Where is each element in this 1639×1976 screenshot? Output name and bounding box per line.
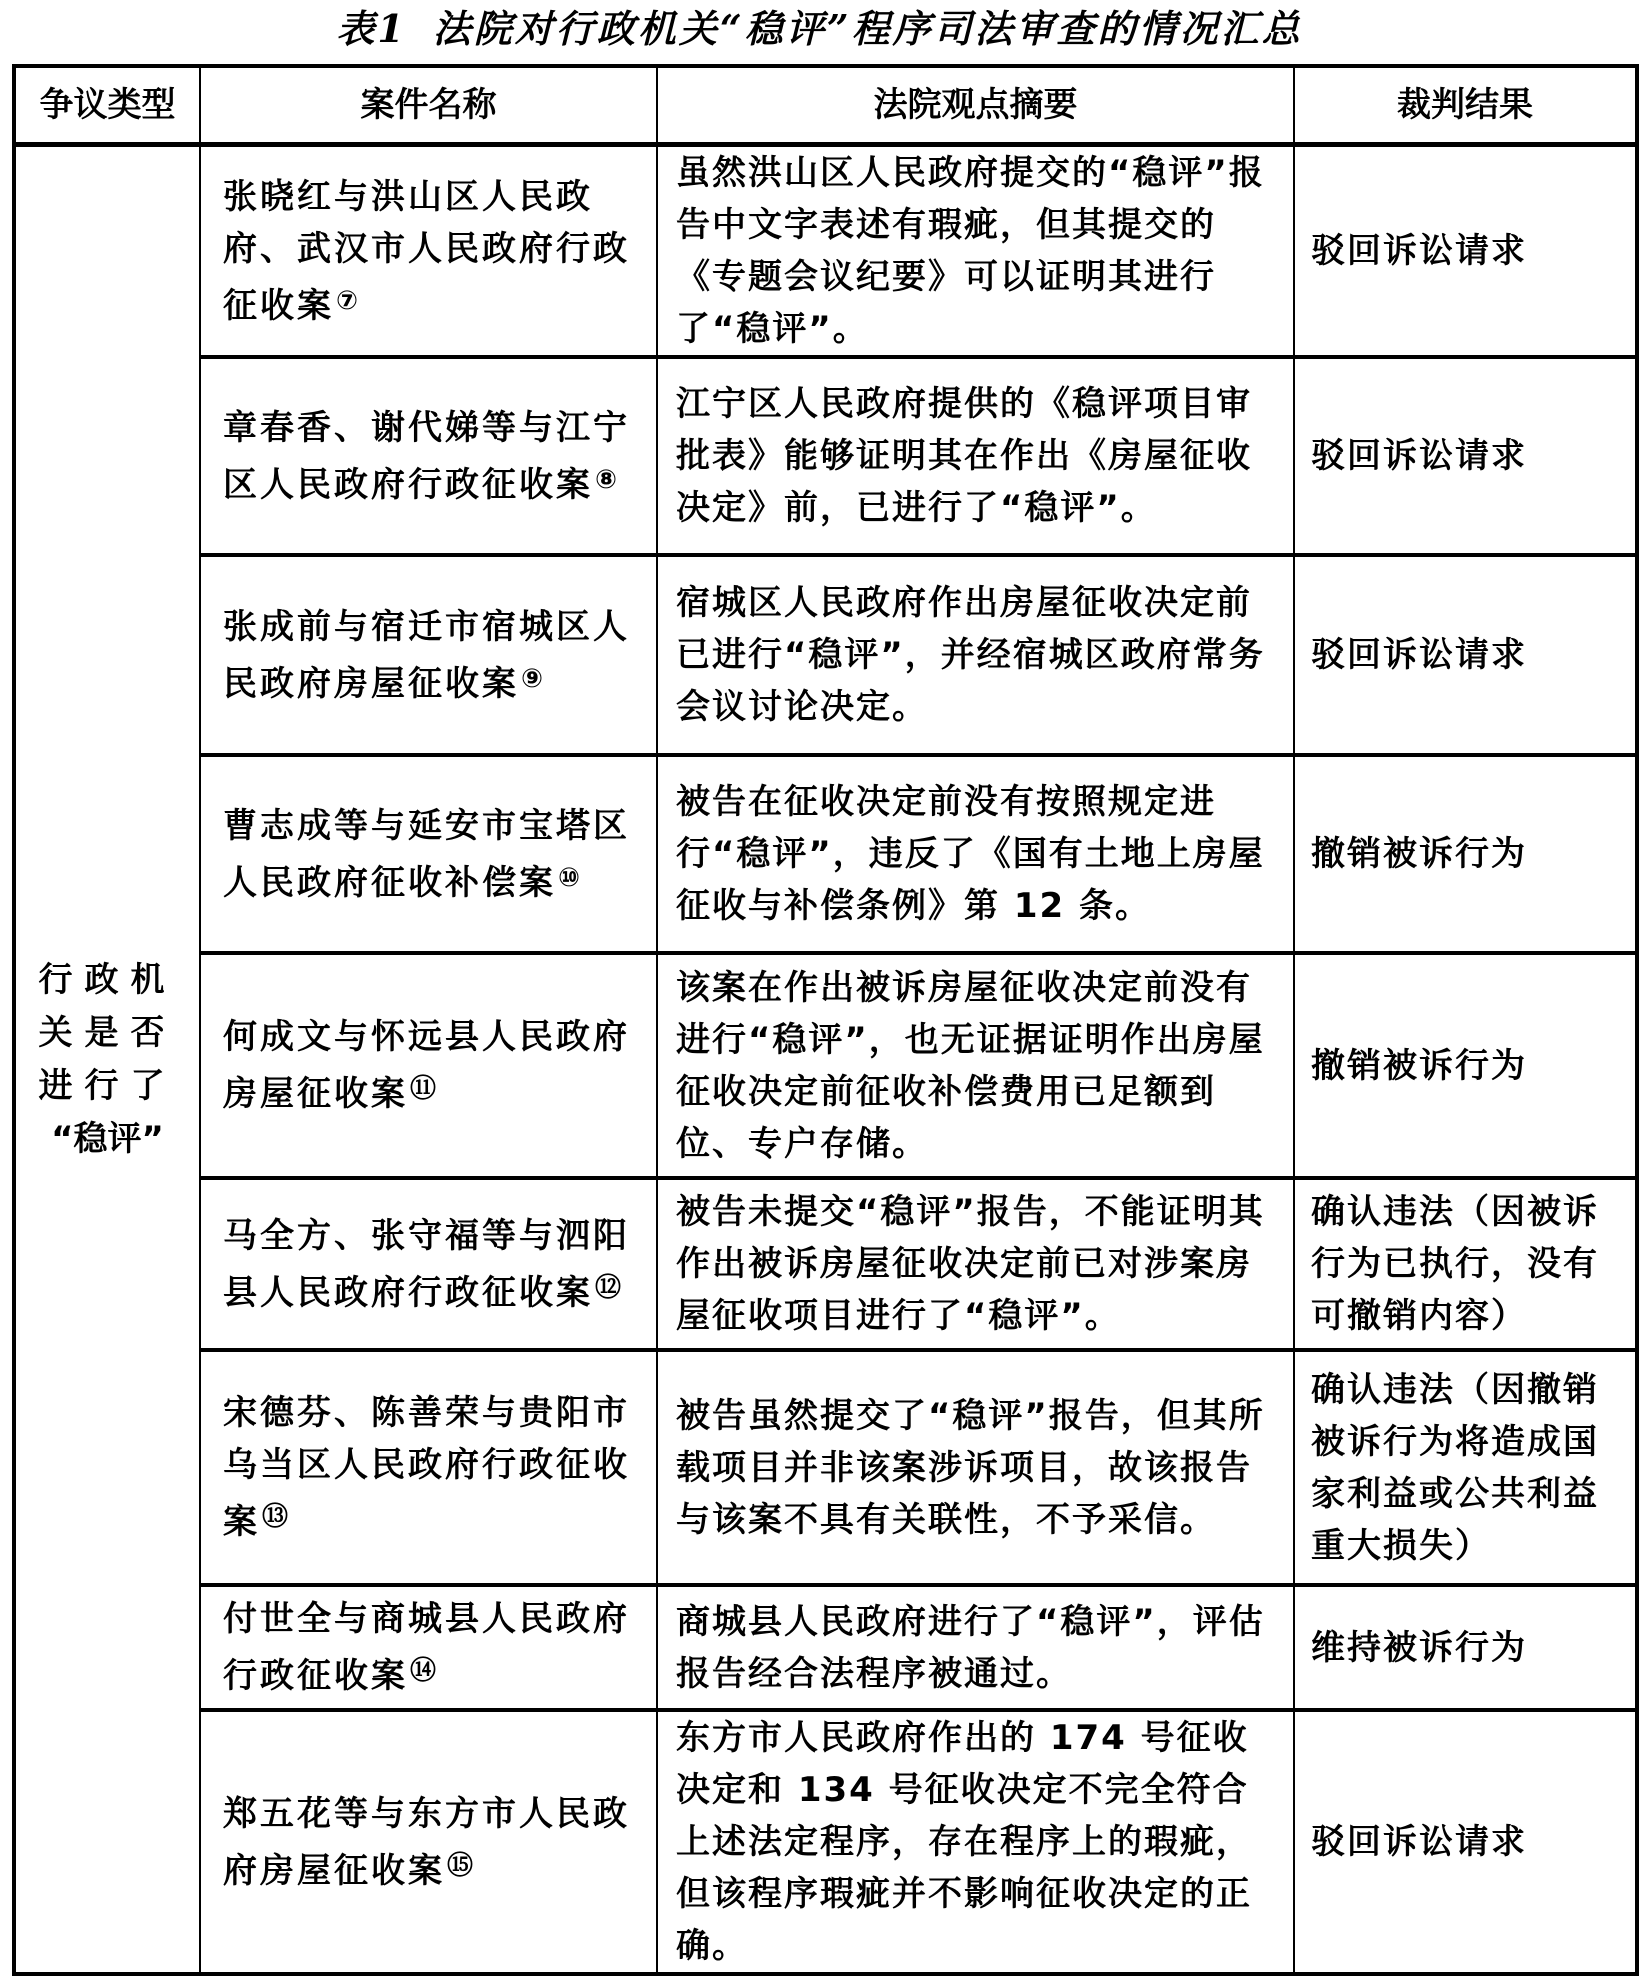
footnote-marker: ⑫ [595,1272,622,1303]
case-name-cell [200,755,657,953]
court-opinion-cell: 东方市人民政府作出的 174 号征收决定和 134 号征收决定不完全符合上述法定程序，存在程序上的瑕疵，但该程序瑕疵并不影响征收决定的正确。 [657,1710,1294,1974]
table-number: 表1 [336,6,407,51]
header-case-name: 案件名称 [200,66,657,145]
table-title [0,2,1639,56]
court-opinion-cell: 江宁区人民政府提供的《稳评项目审批表》能够证明其在作出《房屋征收决定》前，已进行了“稳评”。 [657,357,1294,555]
judgment-result-cell: 确认违法（因撤销被诉行为将造成国家利益或公共利益重大损失） [1294,1350,1637,1585]
dispute-type-line: “稳评” [51,1118,164,1159]
case-name: 章春香、谢代娣等与江宁区人民政府行政征收案 [223,407,630,505]
table-row [14,145,1637,358]
footnote-marker: ⑧ [595,464,618,495]
dispute-type-line: 关是否 [38,1012,177,1053]
table-row [14,1178,1637,1350]
court-opinion-cell: 被告虽然提交了“稳评”报告，但其所载项目并非该案涉诉项目，故该报告与该案不具有关联性，不予采信。 [657,1350,1294,1585]
footnote-marker: ⑦ [336,285,359,316]
table-row [14,755,1637,953]
footnote-marker: ⑬ [262,1502,289,1532]
case-summary-table [12,64,1639,1976]
dispute-type-line: 行政机 [38,959,177,1000]
case-name-cell [200,1710,657,1974]
judgment-result-cell: 维持被诉行为 [1294,1585,1637,1710]
judgment-result-cell: 撤销被诉行为 [1294,953,1637,1178]
case-name: 曹志成等与延安市宝塔区人民政府征收补偿案 [223,805,630,903]
court-opinion-cell: 该案在作出被诉房屋征收决定前没有进行“稳评”，也无证据证明作出房屋征收决定前征收补偿费用已足额到位、专户存储。 [657,953,1294,1178]
footnote-marker: ⑩ [558,862,581,893]
table-row [14,357,1637,555]
case-name-cell [200,357,657,555]
case-name: 宋德芬、陈善荣与贵阳市乌当区人民政府行政征收案 [223,1393,630,1542]
judgment-result-cell: 驳回诉讼请求 [1294,555,1637,755]
footnote-marker: ⑭ [410,1656,437,1686]
case-name: 郑五花等与东方市人民政府房屋征收案 [223,1793,630,1891]
court-opinion-cell: 虽然洪山区人民政府提交的“稳评”报告中文字表述有瑕疵，但其提交的《专题会议纪要》可以证明其进行了“稳评”。 [657,145,1294,358]
judgment-result-cell: 驳回诉讼请求 [1294,357,1637,555]
court-opinion-cell: 被告未提交“稳评”报告，不能证明其作出被诉房屋征收决定前已对涉案房屋征收项目进行了“稳评”。 [657,1178,1294,1350]
case-name-cell [200,555,657,755]
judgment-result-cell: 驳回诉讼请求 [1294,1710,1637,1974]
header-dispute-type: 争议类型 [14,66,200,145]
header-row [14,66,1637,145]
dispute-type-line: 进行了 [38,1065,177,1106]
case-name: 张成前与宿迁市宿城区人民政府房屋征收案 [223,606,630,704]
judgment-result-cell: 驳回诉讼请求 [1294,145,1637,358]
table-caption: 法院对行政机关“稳评”程序司法审查的情况汇总 [432,6,1303,51]
case-name-cell [200,1178,657,1350]
case-name: 张晓红与洪山区人民政府、武汉市人民政府行政征收案 [223,176,630,326]
dispute-type-cell [14,145,200,1975]
table-row [14,953,1637,1178]
court-opinion-cell: 被告在征收决定前没有按照规定进行“稳评”，违反了《国有土地上房屋征收与补偿条例》第 12 条。 [657,755,1294,953]
case-name: 付世全与商城县人民政府行政征收案 [223,1599,630,1696]
court-opinion-cell: 商城县人民政府进行了“稳评”，评估报告经合法程序被通过。 [657,1585,1294,1710]
table-row [14,1585,1637,1710]
judgment-result-cell: 撤销被诉行为 [1294,755,1637,953]
table-row [14,1350,1637,1585]
case-name: 何成文与怀远县人民政府房屋征收案 [223,1017,630,1114]
table-row [14,1710,1637,1974]
table-row [14,555,1637,755]
footnote-marker: ⑪ [410,1074,437,1104]
case-name-cell [200,1585,657,1710]
court-opinion-cell: 宿城区人民政府作出房屋征收决定前已进行“稳评”，并经宿城区政府常务会议讨论决定。 [657,555,1294,755]
judgment-result-cell: 确认违法（因被诉行为已执行，没有可撤销内容） [1294,1178,1637,1350]
case-name-cell [200,953,657,1178]
case-name: 马全方、张守福等与泗阳县人民政府行政征收案 [223,1215,630,1313]
footnote-marker: ⑮ [447,1850,474,1881]
header-judgment-result: 裁判结果 [1294,66,1637,145]
footnote-marker: ⑨ [521,663,544,694]
case-name-cell [200,145,657,358]
case-name-cell [200,1350,657,1585]
header-court-opinion: 法院观点摘要 [657,66,1294,145]
